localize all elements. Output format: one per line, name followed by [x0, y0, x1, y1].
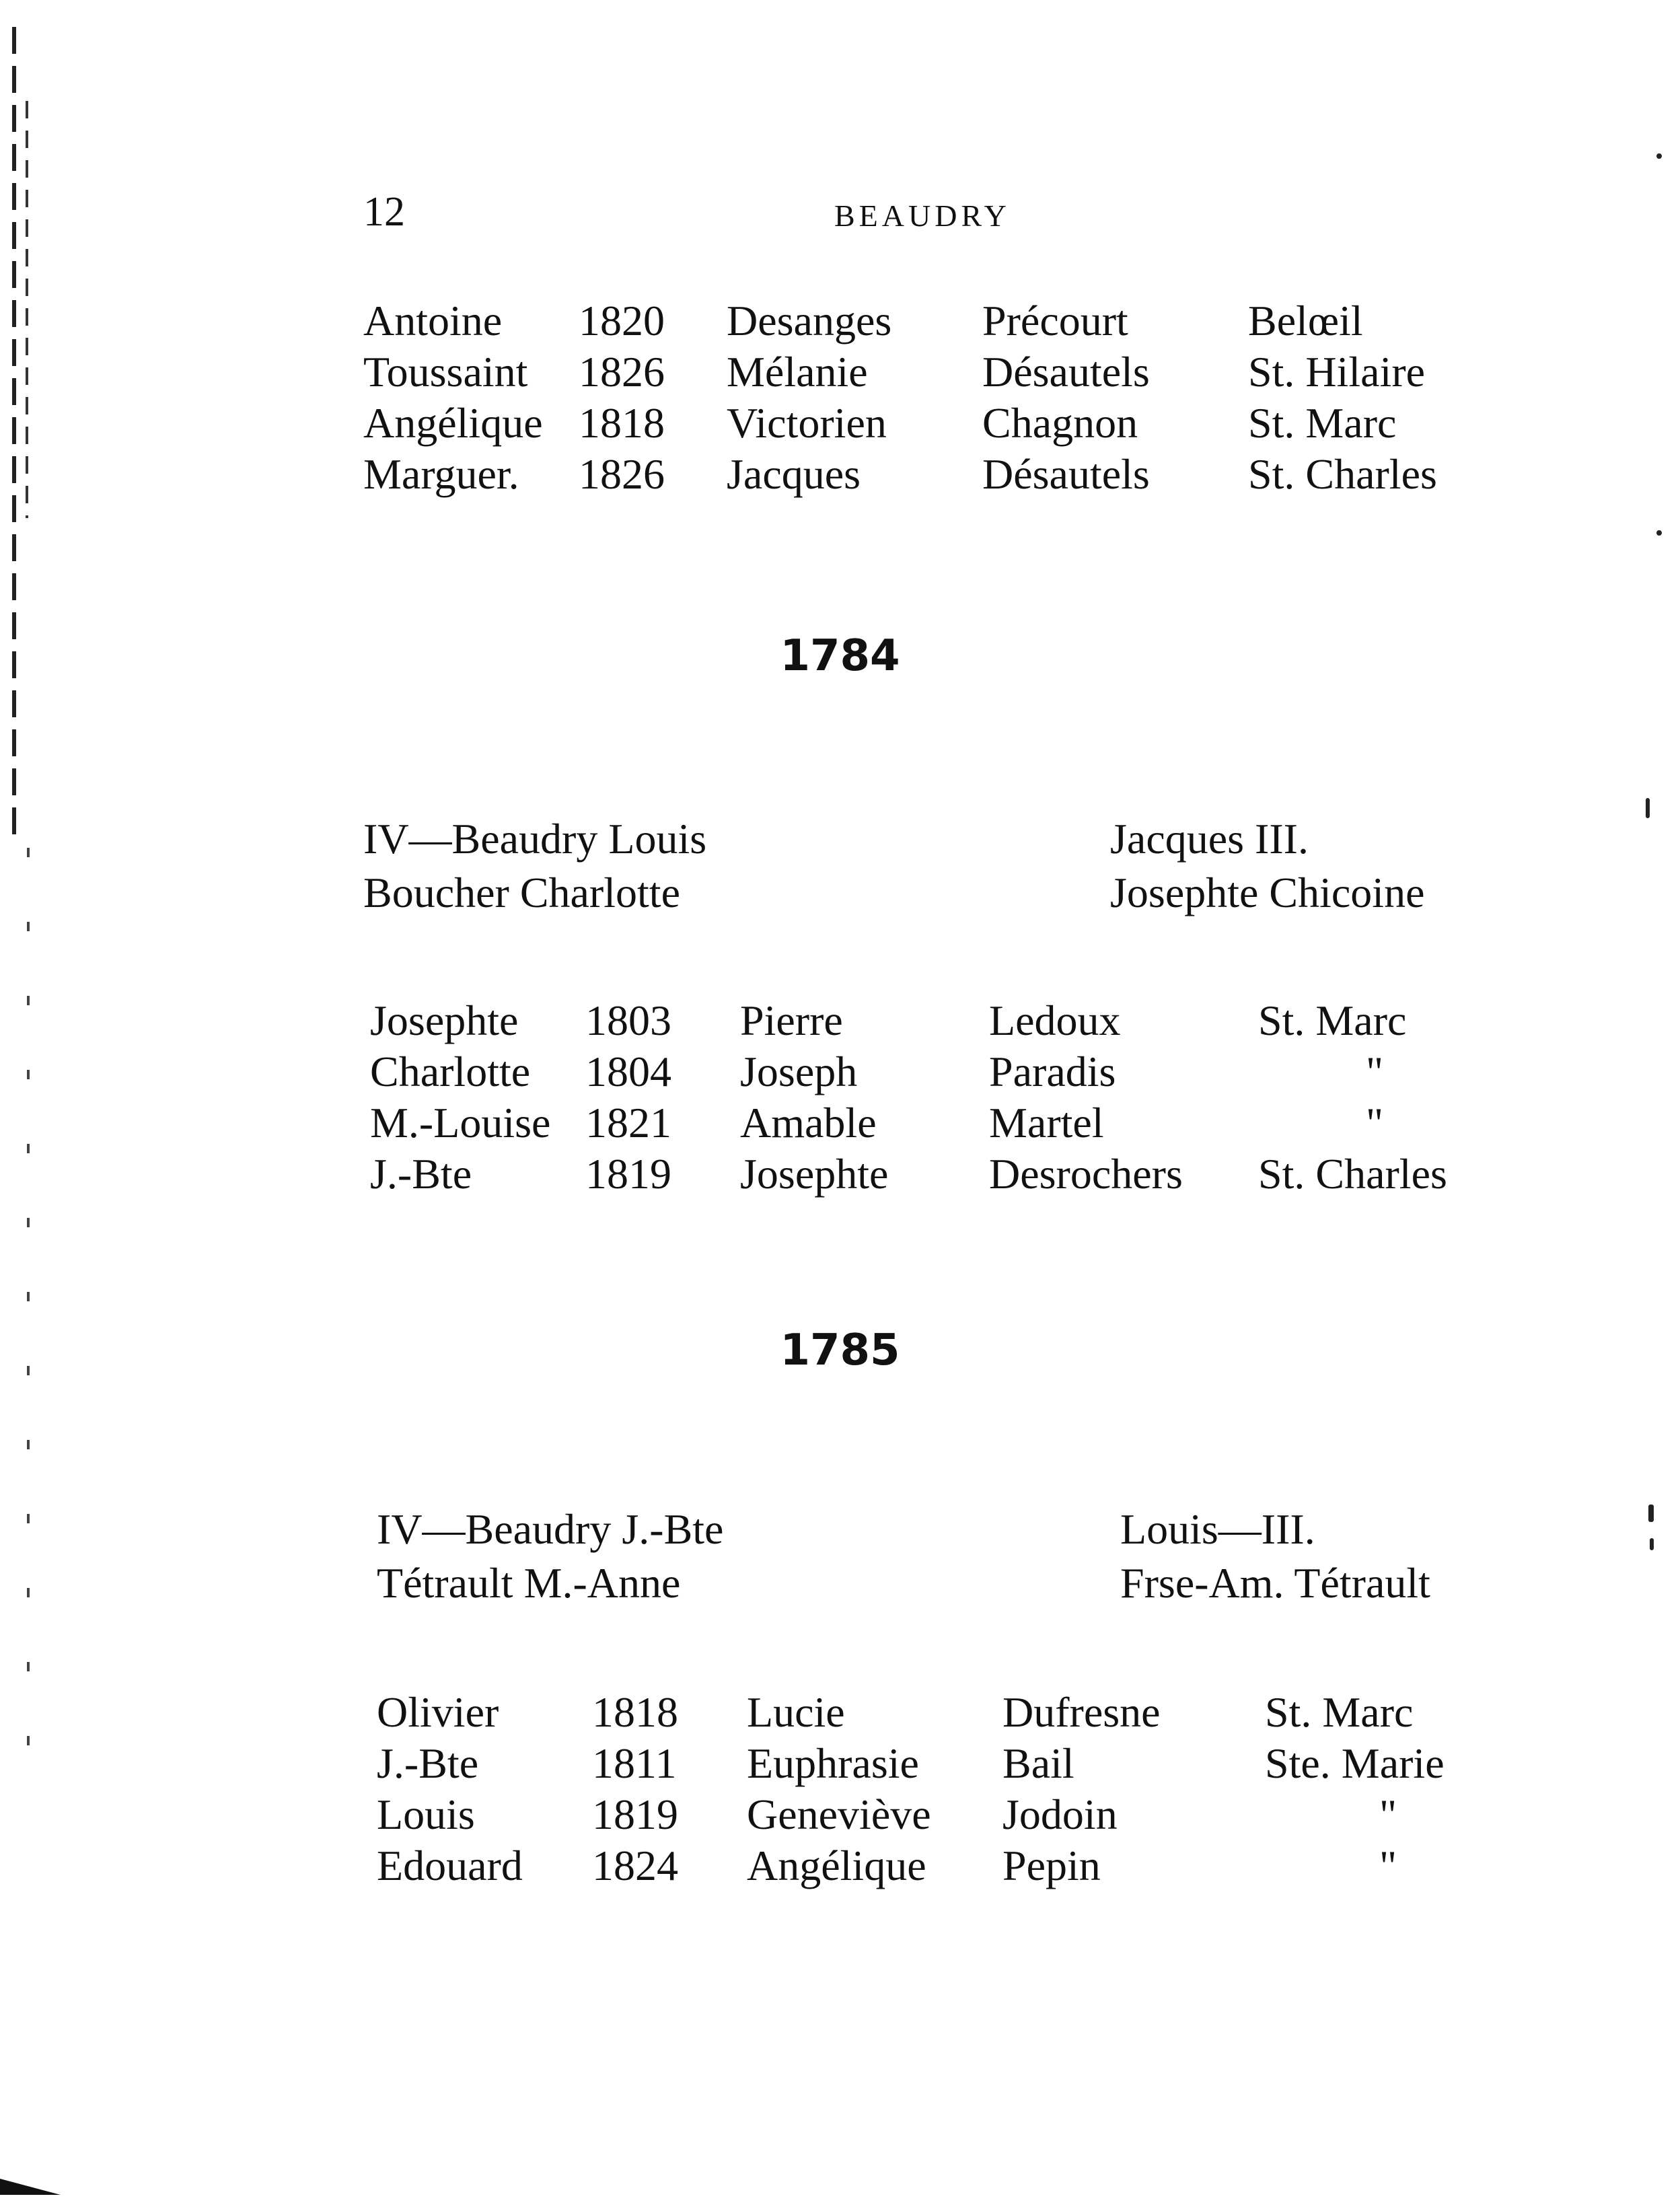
table-row [0, 1739, 1680, 1792]
marriage-year: 1819 [585, 1150, 671, 1198]
marriage-year: 1818 [579, 399, 665, 447]
parish: St. Hilaire [1248, 348, 1426, 396]
child-name: Louis [377, 1790, 475, 1838]
spouse-surname: Desrochers [989, 1150, 1183, 1198]
spouse-surname: Chagnon [982, 399, 1138, 447]
table-row [0, 1688, 1680, 1741]
parish-ditto: " [1366, 1099, 1384, 1147]
parish: St. Marc [1248, 399, 1397, 447]
year-heading: 1785 [780, 1326, 900, 1375]
child-name: Olivier [377, 1688, 499, 1736]
table-row [0, 296, 1680, 350]
husband-name: IV—Beaudry Louis [363, 815, 707, 863]
corner-scan-mark [0, 2179, 61, 2195]
spouse-first-name: Angélique [747, 1842, 926, 1889]
marriage-year: 1820 [579, 297, 665, 345]
child-name: Marguer. [363, 450, 519, 498]
page-header [363, 188, 1346, 242]
wife-name: Tétrault M.-Anne [377, 1559, 681, 1607]
child-name: Charlotte [370, 1048, 531, 1095]
parish-ditto: " [1379, 1842, 1397, 1889]
marriage-year: 1821 [585, 1099, 671, 1147]
spouse-first-name: Mélanie [727, 348, 868, 396]
running-title: BEAUDRY [834, 198, 1011, 233]
parish: St. Charles [1248, 450, 1437, 498]
child-name: Antoine [363, 297, 503, 345]
spouse-first-name: Geneviève [747, 1790, 931, 1838]
spouse-surname: Désautels [982, 450, 1150, 498]
father-name: Louis—III. [1120, 1505, 1315, 1553]
table-row [0, 996, 1680, 1050]
child-name: J.-Bte [377, 1739, 479, 1787]
spouse-first-name: Jacques [727, 450, 861, 498]
scan-speck [1646, 798, 1650, 818]
table-row [0, 1098, 1680, 1152]
spouse-surname: Ledoux [989, 996, 1121, 1044]
child-name: Angélique [363, 399, 543, 447]
scan-speck [1648, 1505, 1654, 1522]
spouse-first-name: Desanges [727, 297, 892, 345]
page-number: 12 [363, 189, 405, 235]
spouse-surname: Dufresne [1002, 1688, 1161, 1736]
year-heading: 1784 [780, 631, 900, 681]
spouse-first-name: Euphrasie [747, 1739, 919, 1787]
spouse-surname: Paradis [989, 1048, 1116, 1095]
spouse-surname: Martel [989, 1099, 1104, 1147]
spouse-surname: Précourt [982, 297, 1128, 345]
child-name: M.-Louise [370, 1099, 551, 1147]
table-row [0, 1047, 1680, 1101]
parish: St. Charles [1258, 1150, 1447, 1198]
spouse-surname: Désautels [982, 348, 1150, 396]
spouse-surname: Jodoin [1002, 1790, 1118, 1838]
scan-speck [1650, 1538, 1654, 1550]
parish-ditto: " [1379, 1790, 1397, 1838]
spouse-surname: Pepin [1002, 1842, 1101, 1889]
marriage-year: 1824 [592, 1842, 678, 1889]
child-name: Edouard [377, 1842, 523, 1889]
marriage-year: 1819 [592, 1790, 678, 1838]
table-row [0, 449, 1680, 503]
marriage-year: 1826 [579, 348, 665, 396]
parish-ditto: " [1366, 1048, 1384, 1095]
parish: Ste. Marie [1265, 1739, 1445, 1787]
marriage-year: 1804 [585, 1048, 671, 1095]
wife-name: Boucher Charlotte [363, 869, 680, 916]
husband-name: IV—Beaudry J.-Bte [377, 1505, 724, 1553]
scan-speck [1656, 153, 1662, 159]
spouse-first-name: Victorien [727, 399, 887, 447]
table-row [0, 1149, 1680, 1203]
spouse-first-name: Josephte [740, 1150, 889, 1198]
mother-name: Frse-Am. Tétrault [1120, 1559, 1430, 1607]
table-row [0, 347, 1680, 401]
child-name: J.-Bte [370, 1150, 472, 1198]
child-name: Toussaint [363, 348, 528, 396]
parish: St. Marc [1258, 996, 1407, 1044]
spouse-first-name: Joseph [740, 1048, 858, 1095]
binding-edge-dots [27, 848, 30, 1790]
marriage-year: 1811 [592, 1739, 677, 1787]
table-row [0, 398, 1680, 452]
marriage-year: 1818 [592, 1688, 678, 1736]
mother-name: Josephte Chicoine [1110, 869, 1425, 916]
spouse-surname: Bail [1002, 1739, 1074, 1787]
table-row [0, 1790, 1680, 1844]
father-name: Jacques III. [1110, 815, 1309, 863]
marriage-year: 1803 [585, 996, 671, 1044]
spouse-first-name: Amable [740, 1099, 877, 1147]
child-name: Josephte [370, 996, 519, 1044]
parish: St. Marc [1265, 1688, 1414, 1736]
parish: Belœil [1248, 297, 1363, 345]
scan-speck [1656, 530, 1662, 536]
spouse-first-name: Pierre [740, 996, 843, 1044]
table-row [0, 1841, 1680, 1895]
marriage-year: 1826 [579, 450, 665, 498]
spouse-first-name: Lucie [747, 1688, 845, 1736]
